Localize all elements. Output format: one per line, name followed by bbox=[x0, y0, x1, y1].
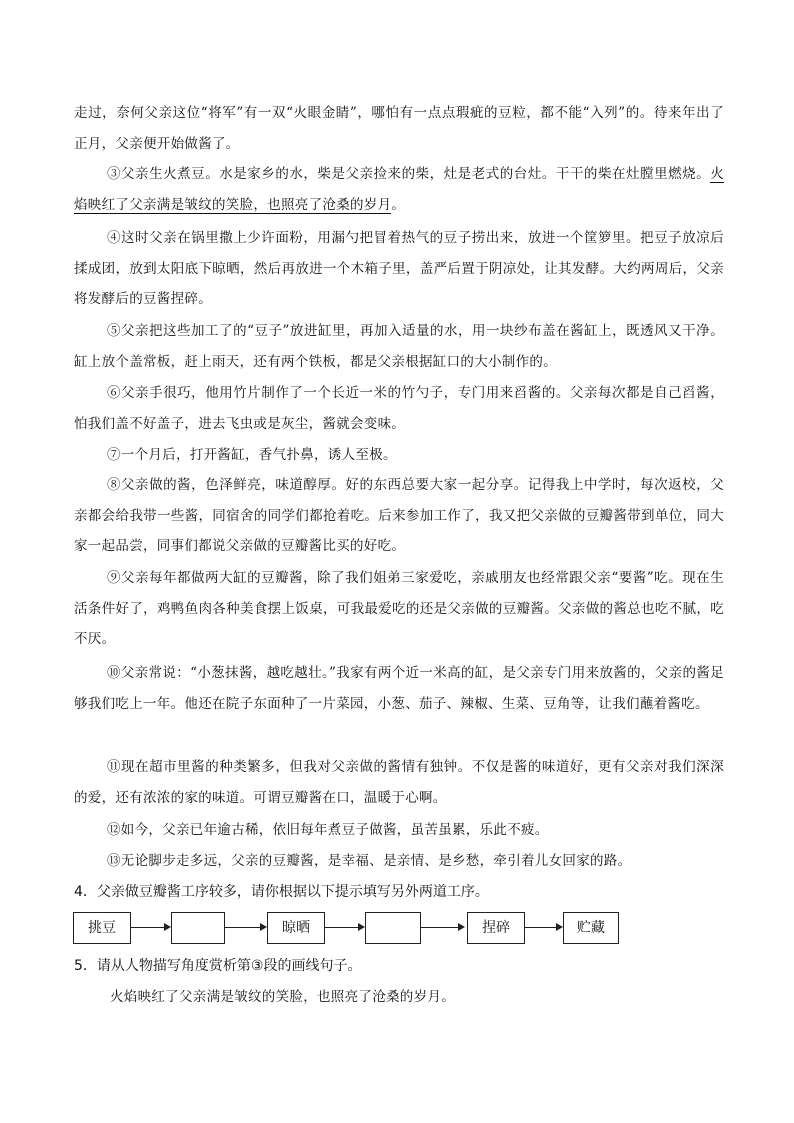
flow-arrow-3 bbox=[325, 927, 363, 928]
flow-step-4-blank[interactable] bbox=[365, 912, 421, 944]
flow-step-3: 晾晒 bbox=[267, 912, 325, 944]
flow-step-2-blank[interactable] bbox=[171, 912, 225, 944]
paragraph-7: ⑦一个月后，打开酱缸，香气扑鼻，诱人至极。 bbox=[107, 447, 397, 463]
question-4: 4．父亲做豆瓣酱工序较多，请你根据以下提示填写另外两道工序。 bbox=[74, 884, 489, 900]
paragraph-3-text: ③父亲生火煮豆。水是家乡的水，柴是父亲捡来的柴，灶是老式的台灶。干干的柴在灶膛里燃烧。 bbox=[107, 166, 711, 182]
paragraph-12: ⑫如今，父亲已年逾古稀，依旧每年煮豆子做酱，虽苦虽累，乐此不疲。 bbox=[107, 822, 549, 838]
paragraph-8: ⑧父亲做的酱，色泽鲜亮，味道醇厚。好的东西总要大家一起分享。记得我上中学时，每次返校，父亲都会给我带一些酱，同宿舍的同学们都抢着吃。后来参加工作了，我又把父亲做的豆瓣酱带到单位，同大家一起品尝，同事们都说父亲做的豆瓣酱比买的好吃。 bbox=[74, 477, 724, 554]
paragraph-6: ⑥父亲手很巧，他用竹片制作了一个长近一米的竹勺子，专门用来舀酱的。父亲每次都是自己舀酱，怕我们盖不好盖子，进去飞虫或是灰尘，酱就会变味。 bbox=[74, 385, 724, 432]
paragraph-5: ⑤父亲把这些加工了的“豆子”放进缸里，再加入适量的水，用一块纱布盖在酱缸上，既透风又干净。缸上放个盖常板，赶上雨天，还有两个铁板，都是父亲根据缸口的大小制作的。 bbox=[74, 323, 724, 370]
flow-arrow-4 bbox=[421, 927, 463, 928]
paragraph-4: ④这时父亲在锅里撒上少许面粉，用漏勺把冒着热气的豆子捞出来，放进一个筐箩里。把豆子放凉后揉成团，放到太阳底下晾晒，然后再放进一个木箱子里，盖严后置于阴凉处，让其发酵。大约两周后，父亲将发酵后的豆酱捏碎。 bbox=[74, 230, 724, 307]
flow-step-5: 捏碎 bbox=[467, 912, 525, 944]
paragraph-13: ⑬无论脚步走多远，父亲的豆瓣酱，是幸福、是亲情、是乡愁，牵引着儿女回家的路。 bbox=[107, 853, 632, 869]
flow-arrow-1 bbox=[131, 927, 169, 928]
paragraph-9: ⑨父亲每年都做两大缸的豆瓣酱，除了我们姐弟三家爱吃，亲戚朋友也经常跟父亲“要酱”吃。现在生活条件好了，鸡鸭鱼肉各种美食摆上饭桌，可我最爱吃的还是父亲做的豆瓣酱。父亲做的酱总也吃不腻，吃不厌。 bbox=[74, 570, 724, 647]
flow-step-6: 贮藏 bbox=[563, 912, 619, 944]
flow-step-1: 挑豆 bbox=[73, 912, 131, 944]
question-5: 5．请从人物描写角度赏析第③段的画线句子。 bbox=[74, 958, 362, 974]
paragraph-3-underlined-sentence: 火焰映红了父亲满是皱纹的笑脸，也照亮了沧桑的岁月 bbox=[74, 166, 724, 213]
paragraph-10: ⑩父亲常说：“小葱抹酱，越吃越壮。”我家有两个近一米高的缸，是父亲专门用来放酱的，父亲的酱足够我们吃上一年。他还在院子东面种了一片菜园，小葱、茄子、辣椒、生菜、豆角等，让我们蘸着酱吃。 bbox=[74, 665, 724, 712]
paragraph-11: ⑪现在超市里酱的种类繁多，但我对父亲做的酱情有独钟。不仅是酱的味道好，更有父亲对我们深深的爱，还有浓浓的家的味道。可谓豆瓣酱在口，温暖于心啊。 bbox=[74, 759, 724, 806]
flow-arrow-5 bbox=[525, 927, 561, 928]
process-flow bbox=[73, 912, 633, 944]
paragraph-3 bbox=[74, 159, 724, 220]
question-5-quoted-sentence: 火焰映红了父亲满是皱纹的笑脸，也照亮了沧桑的岁月。 bbox=[110, 989, 455, 1005]
paragraph-continued: 走过，奈何父亲这位“将军”有一双“火眼金睛”，哪怕有一点点瑕疵的豆粒，都不能“入列”的。待来年出了正月，父亲便开始做酱了。 bbox=[74, 105, 724, 152]
paragraph-3-end: 。 bbox=[391, 196, 406, 213]
flow-arrow-2 bbox=[225, 927, 265, 928]
